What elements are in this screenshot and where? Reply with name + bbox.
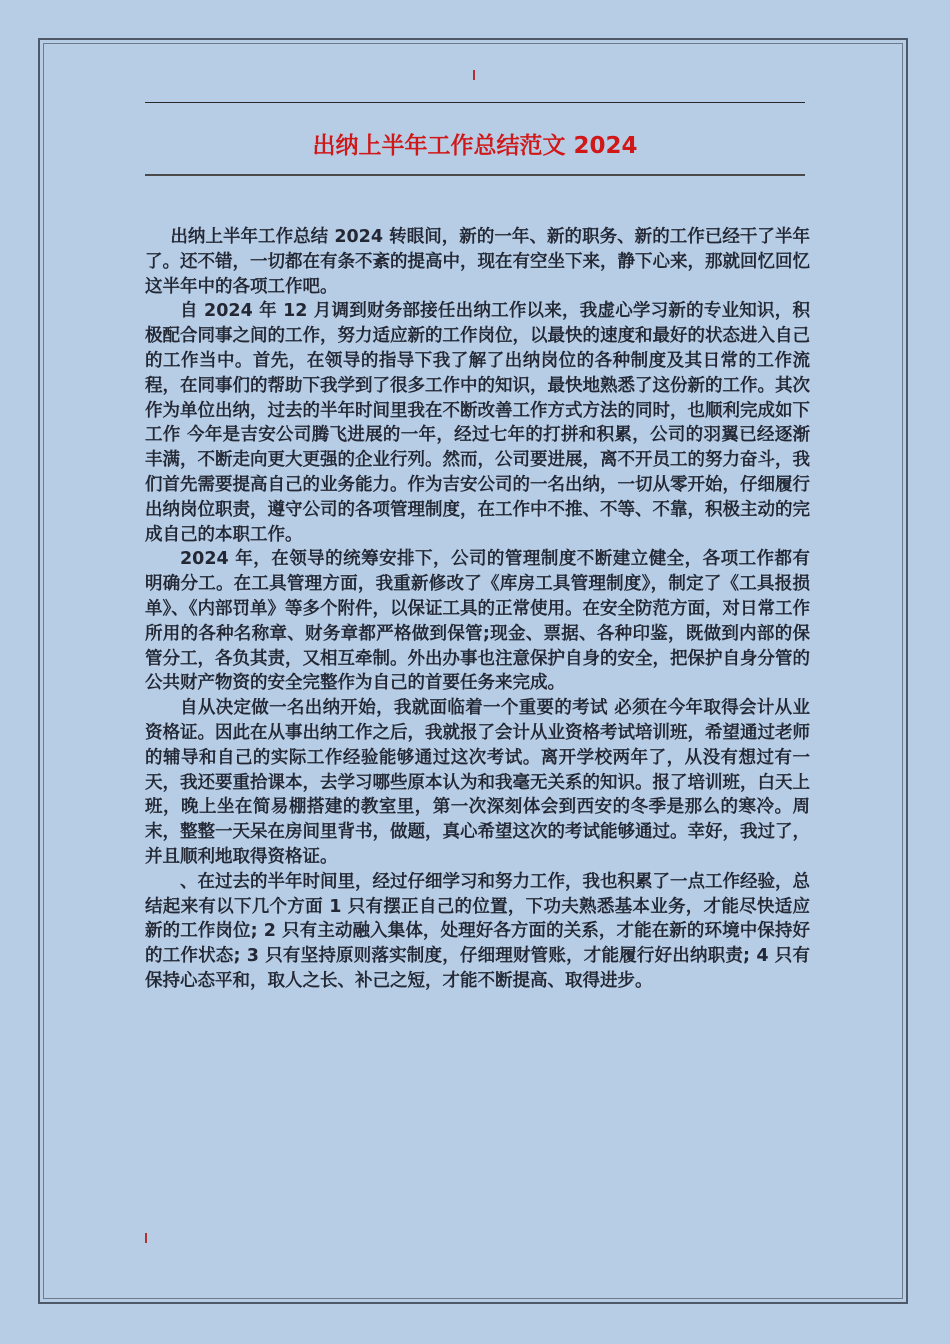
paragraph-1: 出纳上半年工作总结 2024 转眼间，新的一年、新的职务、新的工作已经干了半年了。还不错，一切都在有条不紊的提高中，现在有空坐下来，静下心来，那就回忆回忆这半年中的各项工作吧。 xyxy=(145,227,810,297)
paragraph-3: 2024 年，在领导的统筹安排下，公司的管理制度不断建立健全，各项工作都有明确分工。在工具管理方面，我重新修改了《库房工具管理制度》，制定了《工具报损单》、《内部罚单》等多个附件，以保证工具的正常使用。在安全防范方面，对日常工作所用的各种名称章、财务章都严格做到保管;现金、票据、各种印鉴，既做到内部的保管分工，各负其责，又相互牵制。外出办事也注意保护自身的安全，把保护自身分管的公共财产物资的安全完整作为自己的首要任务来完成。 xyxy=(145,549,810,694)
paragraph-5: 、在过去的半年时间里，经过仔细学习和努力工作，我也积累了一点工作经验，总结起来有以下几个方面 1 只有摆正自己的位置，下功夫熟悉基本业务，才能尽快适应新的工作岗位; 2 只有主动融入集体，处理好各方面的关系，才能在新的环境中保持好的工作状态; 3 只有坚持原则落实制度，仔细理财管账，才能履行好出纳职责; 4 只有保持心态平和，取人之长、补己之短，才能不断提高、取得进步。 xyxy=(145,871,810,991)
header-rule xyxy=(145,102,805,103)
document-body xyxy=(145,225,810,994)
paragraph-4: 自从决定做一名出纳开始，我就面临着一个重要的考试 必须在今年取得会计从业资格证。因此在从事出纳工作之后，我就报了会计从业资格考试培训班，希望通过老师的辅导和自己的实际工作经验能够通过这次考试。离开学校两年了，从没有想过有一天，我还要重拾课本，去学习哪些原本认为和我毫无关系的知识。报了培训班，白天上班，晚上坐在简易棚搭建的教室里，第一次深刻体会到西安的冬季是那么的寒冷。周末，整整一天呆在房间里背书，做题，真心希望这次的考试能够通过。幸好，我过了，并且顺利地取得资格证。 xyxy=(145,698,810,867)
header-mark xyxy=(473,70,475,80)
title-rule xyxy=(145,174,805,176)
footer-mark xyxy=(145,1233,147,1243)
document-title: 出纳上半年工作总结范文 2024 xyxy=(312,133,638,159)
paragraph-2: 自 2024 年 12 月调到财务部接任出纳工作以来，我虚心学习新的专业知识，积极配合同事之间的工作，努力适应新的工作岗位，以最快的速度和最好的状态进入自己的工作当中。首先，在领导的指导下我了解了出纳岗位的各种制度及其日常的工作流程，在同事们的帮助下我学到了很多工作中的知识，最快地熟悉了这份新的工作。其次作为单位出纳，过去的半年时间里我在不断改善工作方式方法的同时，也顺利完成如下工作 今年是吉安公司腾飞进展的一年，经过七年的打拼和积累，公司的羽翼已经逐渐丰满，不断走向更大更强的企业行列。然而，公司要进展，离不开员工的努力奋斗，我们首先需要提高自己的业务能力。作为吉安公司的一名出纳，一切从零开始，仔细履行出纳岗位职责，遵守公司的各项管理制度，在工作中不推、不等、不靠，积极主动的完成自己的本职工作。 xyxy=(145,301,810,545)
